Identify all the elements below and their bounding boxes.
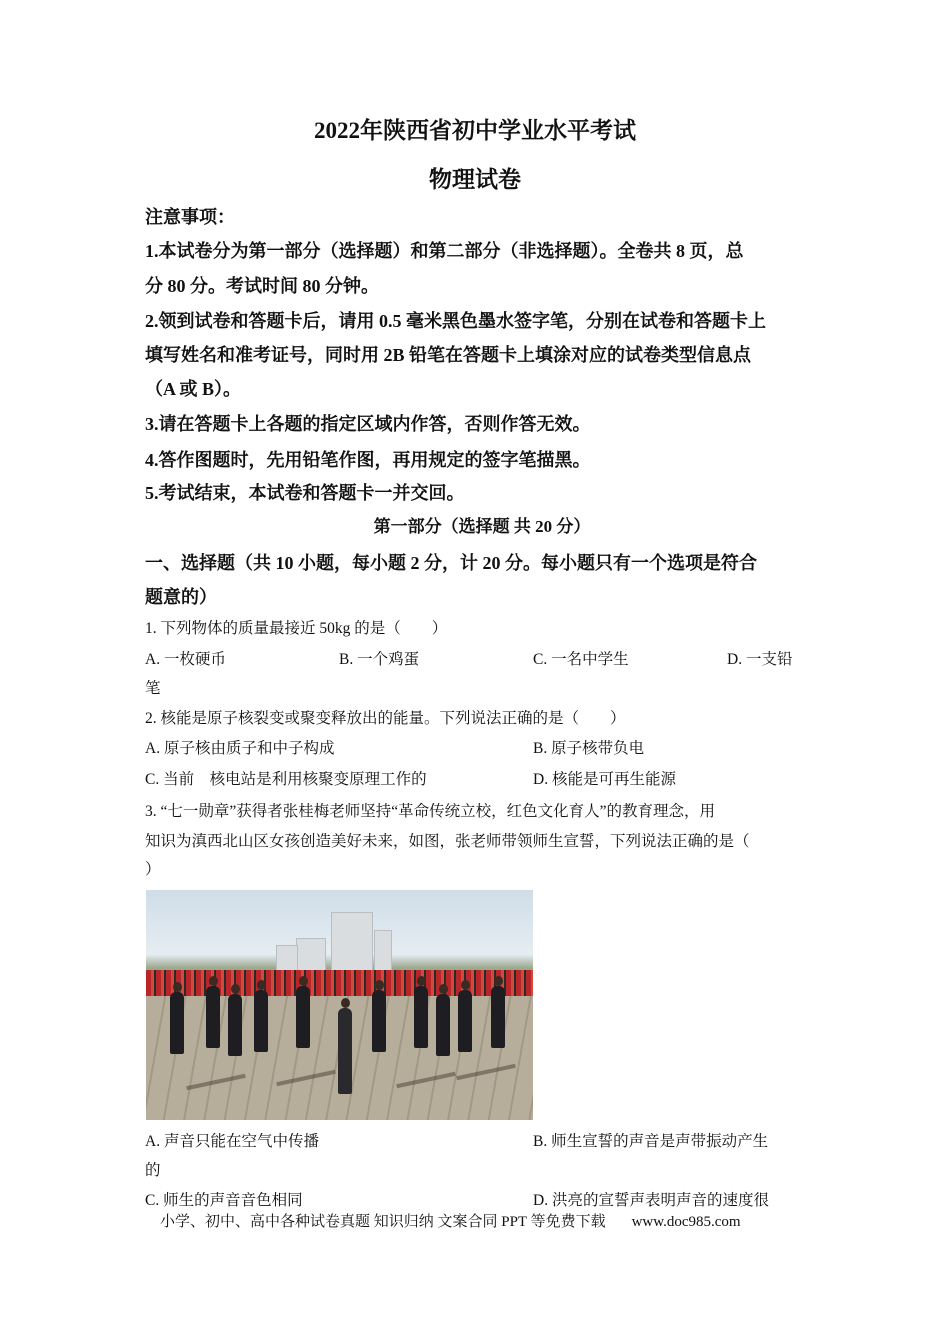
footer-url-link[interactable]: www.doc985.com [631, 1214, 741, 1230]
question-stem: 2. 核能是原子核裂变或聚变释放出的能量。下列说法正确的是（ ） [145, 710, 626, 727]
option-a: A. 一枚硬币 [145, 651, 226, 668]
notice-line: （A 或 B）。 [145, 379, 242, 399]
option-a: A. 声音只能在空气中传播 [145, 1133, 319, 1150]
section-instruction: 一、选择题（共 10 小题，每小题 2 分，计 20 分。每小题只有一个选项是符合 [145, 553, 757, 573]
question-stem: 3. “七一勋章”获得者张桂梅老师坚持“革命传统立校，红色文化育人”的教育理念，用 [145, 803, 716, 820]
oath-ceremony-photo [146, 890, 533, 1120]
option-b: B. 一个鸡蛋 [339, 651, 420, 668]
exam-subtitle: 物理试卷 [429, 167, 521, 192]
notice-line: 5.考试结束，本试卷和答题卡一并交回。 [145, 483, 465, 503]
footer-text: 小学、初中、高中各种试卷真题 知识归纳 文案合同 PPT 等免费下载 [160, 1214, 606, 1230]
option-c: C. 一名中学生 [533, 651, 629, 668]
question-stem: 知识为滇西北山区女孩创造美好未来，如图，张老师带领师生宣誓，下列说法正确的是（ [145, 833, 750, 850]
notice-line: 填写姓名和准考证号，同时用 2B 铅笔在答题卡上填涂对应的试卷类型信息点 [145, 345, 752, 365]
exam-title: 2022年陕西省初中学业水平考试 [314, 118, 636, 143]
option-d: D. 核能是可再生能源 [533, 771, 676, 788]
notice-line: 分 80 分。考试时间 80 分钟。 [145, 276, 379, 296]
notice-line: 3.请在答题卡上各题的指定区域内作答，否则作答无效。 [145, 414, 591, 434]
question-stem: 1. 下列物体的质量最接近 50kg 的是（ ） [145, 620, 448, 637]
notice-heading: 注意事项： [145, 207, 235, 227]
question-stem: ） [145, 861, 161, 878]
notice-line: 4.答作图题时，先用铅笔作图，再用规定的签字笔描黑。 [145, 450, 591, 470]
notice-line: 1.本试卷分为第一部分（选择题）和第二部分（非选择题）。全卷共 8 页，总 [145, 241, 744, 261]
option-a: A. 原子核由质子和中子构成 [145, 740, 335, 757]
option-wrap: 的 [145, 1162, 161, 1179]
section-instruction: 题意的） [145, 587, 217, 607]
option-c: C. 师生的声音音色相同 [145, 1192, 303, 1209]
option-wrap: 笔 [145, 680, 161, 697]
part1-heading: 第一部分（选择题 共 20 分） [373, 517, 591, 536]
page-footer [160, 1215, 741, 1230]
option-d: D. 一支铅 [727, 651, 793, 668]
option-b: B. 原子核带负电 [533, 740, 645, 757]
notice-line: 2.领到试卷和答题卡后，请用 0.5 毫米黑色墨水签字笔，分别在试卷和答题卡上 [145, 311, 766, 331]
option-c: C. 当前 核电站是利用核聚变原理工作的 [145, 771, 427, 788]
option-b: B. 师生宣誓的声音是声带振动产生 [533, 1133, 769, 1150]
option-d: D. 洪亮的宣誓声表明声音的速度很 [533, 1192, 769, 1209]
